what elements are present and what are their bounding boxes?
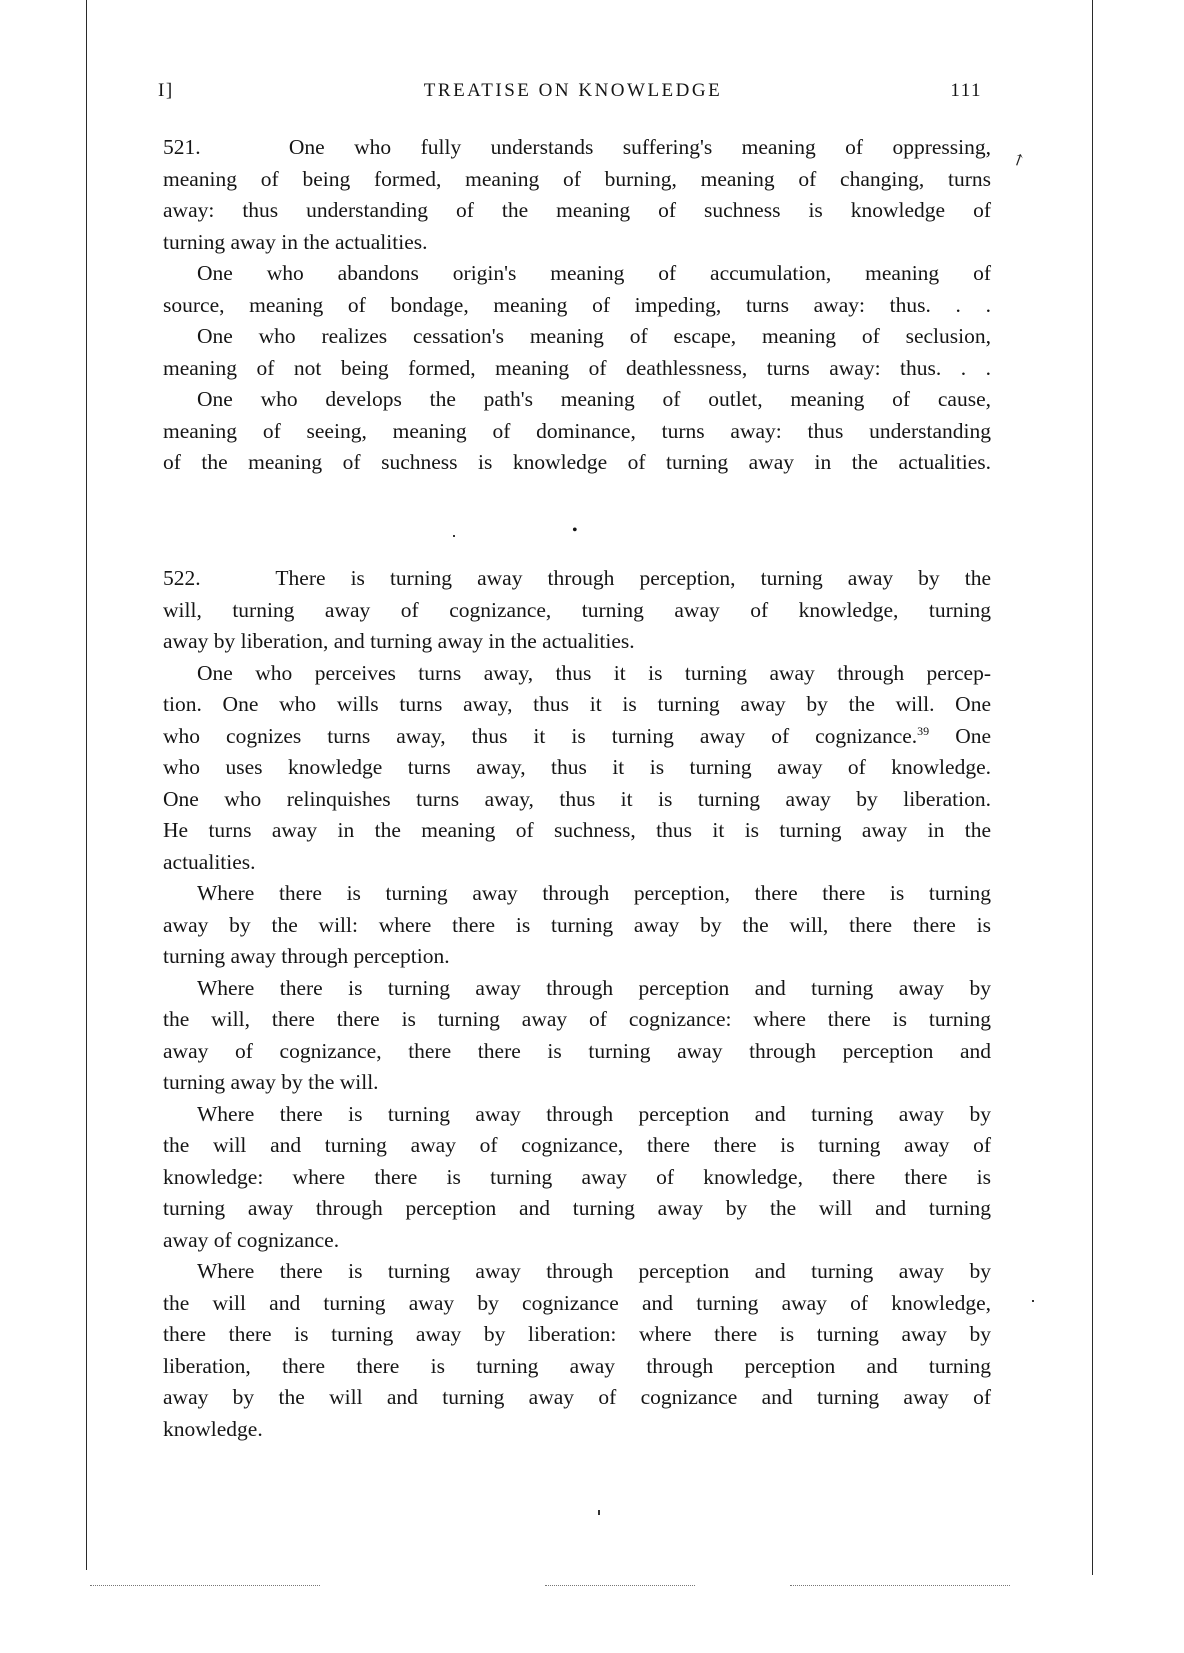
paragraph-522-3: Where there is turning away through perception, there there is turning away by the will: where there is turning away by the will, there there is turning away through perception.	[163, 881, 991, 968]
footnote-ref[interactable]: 39	[917, 723, 930, 738]
margin-arrow-icon: ↗	[1009, 149, 1029, 171]
paragraph-522-5: Where there is turning away through perception and turning away by the will and turning away of cognizance, there there is turning away of knowledge: where there is turning away of knowledge, there there is turning away through perception and turning away by the will and turning away of cognizance.	[163, 1101, 991, 1252]
paragraph-521-2: One who abandons origin's meaning of accumulation, meaning of source, meaning of bondage, meaning of impeding, turns away: thus. . .	[163, 261, 991, 317]
scan-bottom-dots	[790, 1585, 1010, 1587]
paragraph-522-2: One who perceives turns away, thus it is turning away through percep- tion. One who wills turns away, thus it is turning away by the will. One who cognizes turns away, thus it is turning away of cognizance.$^{39}$ One who uses knowledge turns away, thus it is turning away of knowledge. One who relinquishes turns away, thus it is turning away by liberation. He turns away in the meaning of suchness, thus it is turning away in the actualities.	[163, 660, 992, 874]
scan-left-border	[86, 0, 87, 1570]
section-521	[163, 132, 991, 479]
page-number: 111	[950, 80, 982, 101]
paragraph-522-1: 522. There is turning away through perception, turning away by the will, turning away of cognizance, turning away of knowledge, turning away by liberation, and turning away in the actualities.	[163, 566, 991, 653]
paragraph-522-6: Where there is turning away through perception and turning away by the will and turning away by cognizance and turning away of knowledge, there there is turning away by liberation: where there is turning away by liberation, there there is turning away through perception and turning away by the will and turning away of cognizance and turning away of knowledge.	[163, 1259, 991, 1441]
running-title: TREATISE ON KNOWLEDGE	[423, 80, 723, 101]
scan-bottom-dots	[90, 1585, 320, 1587]
paragraph-521-3: One who realizes cessation's meaning of escape, meaning of seclusion, meaning of not being formed, meaning of deathlessness, turns away: thus. . .	[163, 324, 991, 380]
paragraph-521-1: 521. One who fully understands suffering's meaning of oppressing, meaning of being formed, meaning of burning, meaning of changing, turns away: thus understanding of the meaning of suchness is knowledge of turning away in the actualities.	[163, 135, 991, 254]
scan-speck	[598, 1510, 600, 1515]
section-divider-icon: •	[572, 522, 578, 539]
paragraph-521-4: One who develops the path's meaning of outlet, meaning of cause, meaning of seeing, meaning of dominance, turns away: thus understanding of the meaning of suchness is knowledge of turning away in the actualities.	[163, 387, 991, 474]
section-522	[163, 563, 991, 1445]
section-number: 522.	[163, 566, 201, 590]
scan-speck	[453, 535, 455, 537]
chapter-mark: I]	[158, 80, 174, 101]
scan-right-border	[1092, 0, 1093, 1575]
scan-speck	[1032, 1300, 1034, 1302]
running-header	[158, 80, 988, 110]
section-number: 521.	[163, 135, 201, 159]
paragraph-522-4: Where there is turning away through perception and turning away by the will, there there is turning away of cognizance: where there is turning away of cognizance, there there is turning away through perception and turning away by the will.	[163, 975, 991, 1094]
scan-bottom-dots	[545, 1585, 695, 1587]
